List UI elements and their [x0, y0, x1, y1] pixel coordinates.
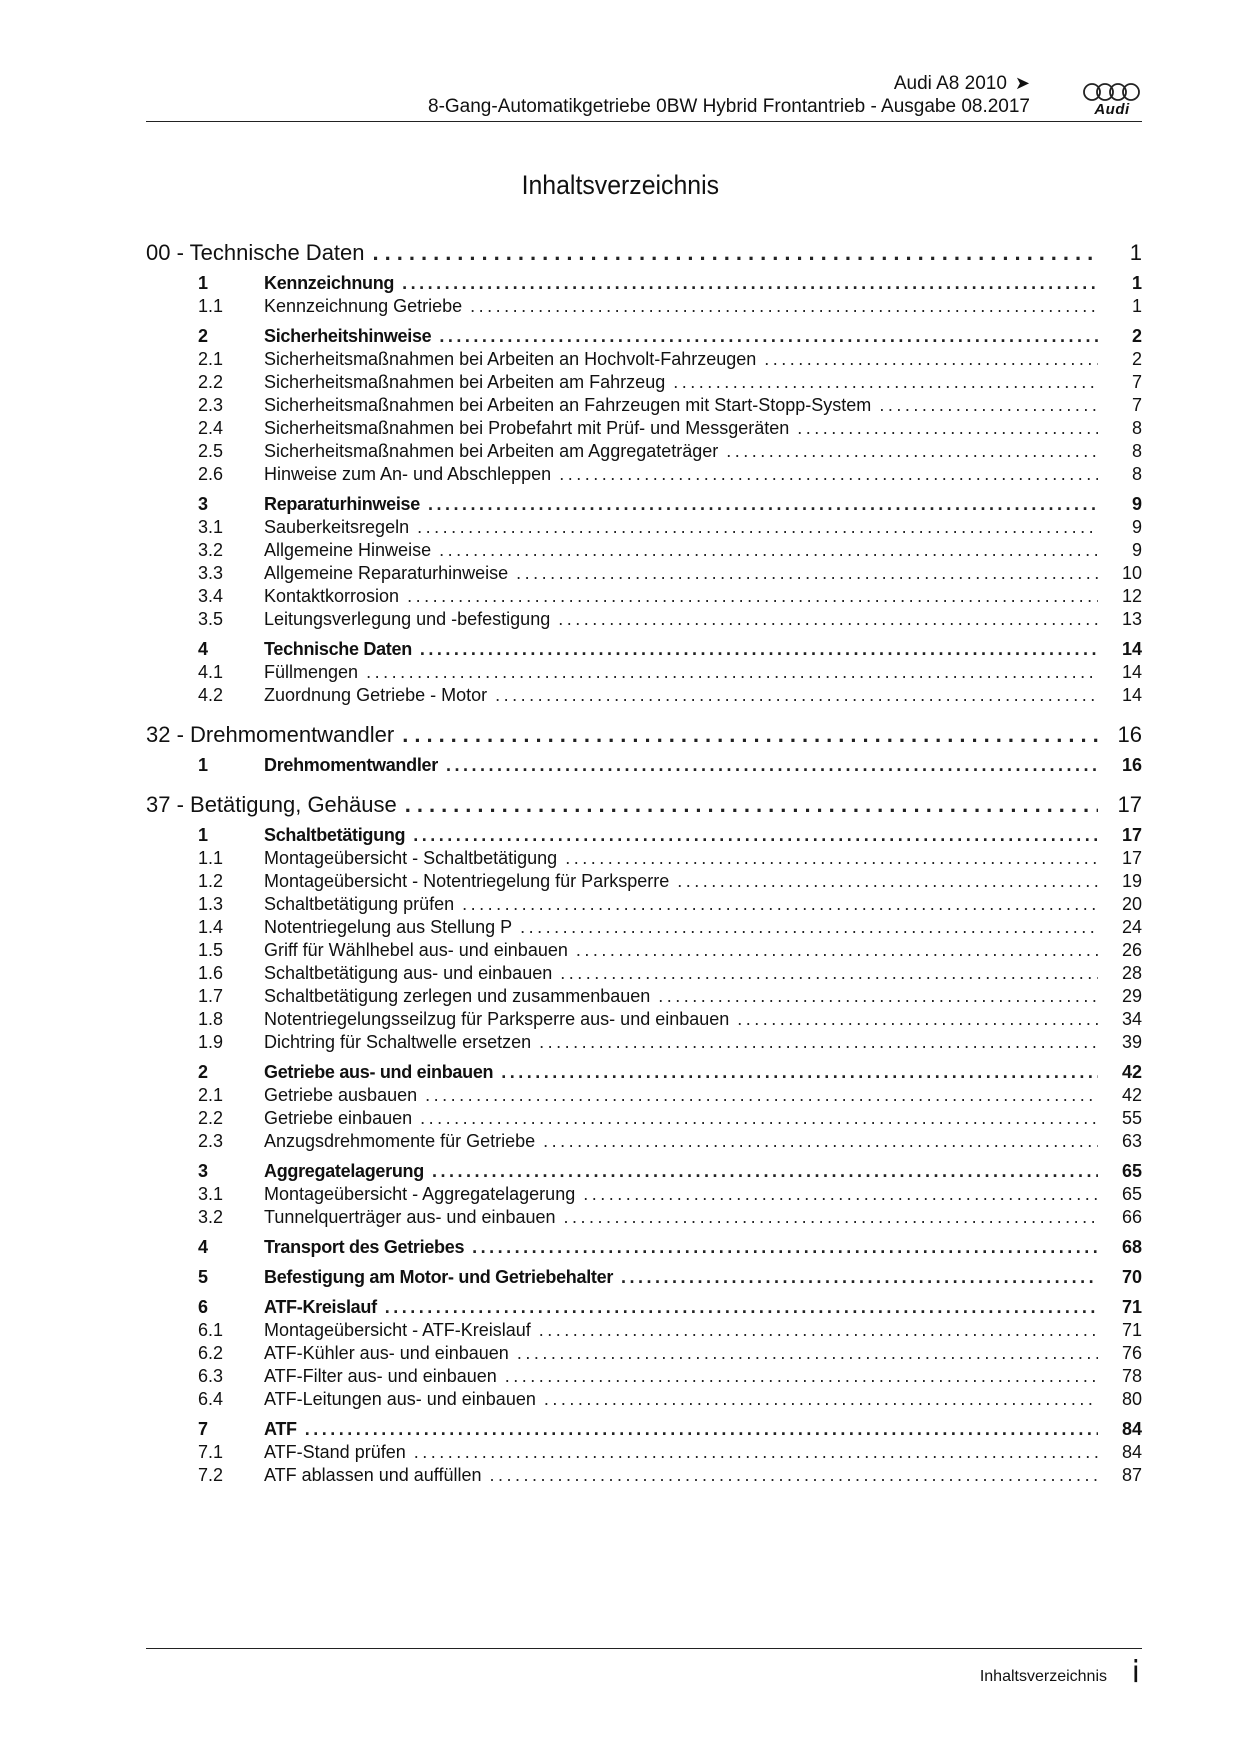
dot-leader: [564, 1207, 1098, 1228]
toc-page-number: 68: [1121, 1237, 1142, 1257]
toc-title: Getriebe ausbauen: [264, 1085, 418, 1105]
audi-logo-text: Audi: [1094, 101, 1130, 118]
toc-number: 6.2: [198, 1343, 224, 1363]
toc-page-number: 14: [1121, 662, 1142, 682]
toc-entry[interactable]: [198, 1237, 1142, 1260]
toc-title: Schaltbetätigung aus- und einbauen: [264, 963, 553, 983]
toc-number: 2: [198, 326, 209, 346]
toc-entry[interactable]: [198, 1184, 1142, 1207]
toc-page-number: 12: [1121, 586, 1142, 606]
header-subtitle: 8-Gang-Automatikgetriebe 0BW Hybrid Frontantrieb - Ausgabe 08.2017: [428, 96, 1030, 117]
toc-entry[interactable]: [198, 349, 1142, 372]
toc-title: Tunnelquerträger aus- und einbauen: [264, 1207, 556, 1227]
toc-page-number: 26: [1121, 940, 1142, 960]
toc-page-number: 2: [1131, 326, 1142, 346]
toc-title: 32 - Drehmomentwandler: [146, 722, 395, 747]
toc-title: Leitungsverlegung und -befestigung: [264, 609, 551, 629]
toc-page-number: 71: [1121, 1320, 1142, 1340]
toc-title: Getriebe einbauen: [264, 1108, 413, 1128]
toc-entry[interactable]: [198, 464, 1142, 487]
dot-leader: [420, 639, 1098, 660]
toc-entry[interactable]: [198, 494, 1142, 517]
toc-number: 6.1: [198, 1320, 224, 1340]
dot-leader: [472, 1237, 1098, 1258]
toc-entry[interactable]: [198, 1062, 1142, 1085]
toc-entry[interactable]: [198, 1009, 1142, 1032]
toc-entry[interactable]: [198, 1389, 1142, 1412]
toc-title: Zuordnung Getriebe - Motor: [264, 685, 488, 705]
toc-page-number: 8: [1131, 418, 1142, 438]
dot-leader: [439, 540, 1098, 561]
dot-leader: [420, 1108, 1098, 1129]
toc-number: 4: [198, 1237, 209, 1257]
toc-page-number: 14: [1121, 639, 1142, 659]
toc-page-number: 65: [1121, 1184, 1142, 1204]
toc-entry[interactable]: [198, 685, 1142, 708]
toc-number: 6: [198, 1297, 209, 1317]
toc-number: 3.5: [198, 609, 224, 629]
toc-number: 3: [198, 494, 209, 514]
toc-number: 6.4: [198, 1389, 224, 1409]
dot-leader: [797, 418, 1098, 439]
dot-leader: [539, 1320, 1098, 1341]
toc-page-number: 16: [1121, 755, 1142, 775]
dot-leader: [495, 685, 1098, 706]
dot-leader: [470, 296, 1098, 317]
dot-leader: [565, 848, 1098, 869]
toc-page-number: 66: [1121, 1207, 1142, 1227]
dot-leader: [425, 1085, 1098, 1106]
toc-number: 1.2: [198, 871, 224, 891]
toc-number: 3.2: [198, 540, 224, 560]
toc-number: 2.5: [198, 441, 224, 461]
toc-page-number: 9: [1131, 540, 1142, 560]
toc-number: 3: [198, 1161, 209, 1181]
toc-page-number: 87: [1121, 1465, 1142, 1485]
toc-title: Griff für Wählhebel aus- und einbauen: [264, 940, 568, 960]
dot-leader: [520, 917, 1098, 938]
toc-page-number: 10: [1121, 563, 1142, 583]
toc-entry[interactable]: [198, 517, 1142, 540]
toc-page-number: 55: [1121, 1108, 1142, 1128]
dot-leader: [428, 494, 1098, 515]
toc-number: 6.3: [198, 1366, 224, 1386]
dot-leader: [764, 349, 1098, 370]
toc-entry[interactable]: [198, 609, 1142, 632]
toc-title: Sicherheitsmaßnahmen bei Probefahrt mit Prüf- und Messgeräten: [264, 418, 790, 438]
toc-number: 1: [198, 273, 209, 293]
toc-page-number: 28: [1121, 963, 1142, 983]
toc-number: 1.1: [198, 296, 224, 316]
toc-entry[interactable]: [198, 326, 1142, 349]
toc-title: ATF: [264, 1419, 297, 1439]
toc-entry[interactable]: [198, 296, 1142, 319]
toc-title: Montageübersicht - Aggregatelagerung: [264, 1184, 576, 1204]
toc-page-number: 1: [1131, 296, 1142, 316]
toc-number: 1.4: [198, 917, 224, 937]
toc-number: 1.9: [198, 1032, 224, 1052]
toc-title: Sicherheitshinweise: [264, 326, 432, 346]
toc-entry[interactable]: [198, 372, 1142, 395]
toc-number: 7.2: [198, 1465, 224, 1485]
toc-title: Drehmomentwandler: [264, 755, 438, 775]
toc-page-number: 84: [1121, 1442, 1142, 1462]
dot-leader: [559, 464, 1098, 485]
toc-title: ATF-Kreislauf: [264, 1297, 377, 1317]
dot-leader: [726, 441, 1098, 462]
footer-page-number: i: [1131, 1655, 1140, 1690]
toc-entry[interactable]: [198, 1419, 1142, 1442]
toc-entry[interactable]: [198, 894, 1142, 917]
toc-entry[interactable]: [198, 963, 1142, 986]
toc-title: ATF-Kühler aus- und einbauen: [264, 1343, 509, 1363]
toc-page-number: 39: [1121, 1032, 1142, 1052]
toc-number: 3.1: [198, 517, 224, 537]
toc-number: 3.4: [198, 586, 224, 606]
dot-leader: [658, 986, 1098, 1007]
dot-leader: [366, 662, 1098, 683]
toc-number: 2.2: [198, 372, 224, 392]
toc-title: Getriebe aus- und einbauen: [264, 1062, 494, 1082]
toc-number: 4.1: [198, 662, 224, 682]
dot-leader: [402, 722, 1098, 748]
dot-leader: [543, 1131, 1098, 1152]
toc-title: Montageübersicht - ATF-Kreislauf: [264, 1320, 531, 1340]
footer-divider: [146, 1648, 1142, 1649]
toc-number: 1.3: [198, 894, 224, 914]
toc-entry[interactable]: [198, 441, 1142, 464]
dot-leader: [501, 1062, 1098, 1083]
toc-number: 2.4: [198, 418, 224, 438]
dot-leader: [446, 755, 1098, 776]
toc-entry[interactable]: [198, 986, 1142, 1009]
toc-title: Sicherheitsmaßnahmen bei Arbeiten an Hochvolt-Fahrzeugen: [264, 349, 757, 369]
toc-entry[interactable]: [198, 1267, 1142, 1290]
toc-title: Schaltbetätigung prüfen: [264, 894, 455, 914]
dot-leader: [462, 894, 1098, 915]
toc-title: Füllmengen: [264, 662, 359, 682]
toc-page-number: 84: [1121, 1419, 1142, 1439]
toc-title: Notentriegelung aus Stellung P: [264, 917, 513, 937]
toc-number: 2.3: [198, 1131, 224, 1151]
toc-entry[interactable]: [198, 1297, 1142, 1320]
dot-leader: [737, 1009, 1098, 1030]
toc-page-number: 71: [1121, 1297, 1142, 1317]
table-of-contents: [146, 240, 1142, 1488]
dot-leader: [385, 1297, 1098, 1318]
toc-number: 7.1: [198, 1442, 224, 1462]
dot-leader: [583, 1184, 1098, 1205]
toc-entry[interactable]: [198, 1442, 1142, 1465]
toc-title: Dichtring für Schaltwelle ersetzen: [264, 1032, 532, 1052]
dot-leader: [505, 1366, 1098, 1387]
toc-entry[interactable]: [198, 540, 1142, 563]
toc-number: 1: [198, 755, 209, 775]
dot-leader: [576, 940, 1098, 961]
toc-title: Befestigung am Motor- und Getriebehalter: [264, 1267, 614, 1287]
toc-number: 4.2: [198, 685, 224, 705]
toc-entry[interactable]: [198, 418, 1142, 441]
toc-chapter[interactable]: [146, 722, 1142, 748]
toc-entry[interactable]: [198, 662, 1142, 685]
toc-number: 2: [198, 1062, 209, 1082]
dot-leader: [432, 1161, 1098, 1182]
toc-page-number: 17: [1121, 848, 1142, 868]
toc-page-number: 80: [1121, 1389, 1142, 1409]
toc-number: 1.5: [198, 940, 224, 960]
dot-leader: [417, 517, 1098, 538]
dot-leader: [414, 1442, 1098, 1463]
toc-page-number: 19: [1121, 871, 1142, 891]
toc-title: Kennzeichnung Getriebe: [264, 296, 463, 316]
toc-number: 7: [198, 1419, 209, 1439]
toc-entry[interactable]: [198, 755, 1142, 778]
footer-label: Inhaltsverzeichnis: [979, 1668, 1107, 1685]
toc-number: 3.3: [198, 563, 224, 583]
toc-entry[interactable]: [198, 586, 1142, 609]
header-divider: [146, 121, 1142, 122]
dot-leader: [558, 609, 1098, 630]
toc-title: Schaltbetätigung: [264, 825, 406, 845]
toc-page-number: 14: [1121, 685, 1142, 705]
dot-leader: [407, 586, 1098, 607]
toc-page-number: 7: [1131, 372, 1142, 392]
toc-number: 2.2: [198, 1108, 224, 1128]
page-header: [428, 72, 1030, 118]
toc-entry[interactable]: [198, 1131, 1142, 1154]
toc-page-number: 1: [1129, 240, 1142, 265]
toc-title: ATF-Leitungen aus- und einbauen: [264, 1389, 536, 1409]
toc-number: 3.2: [198, 1207, 224, 1227]
toc-page-number: 20: [1121, 894, 1142, 914]
toc-page-number: 29: [1121, 986, 1142, 1006]
dot-leader: [439, 326, 1098, 347]
toc-page-number: 7: [1131, 395, 1142, 415]
toc-entry[interactable]: [198, 1032, 1142, 1055]
toc-entry[interactable]: [198, 825, 1142, 848]
dot-leader: [539, 1032, 1098, 1053]
toc-page-number: 13: [1121, 609, 1142, 629]
toc-title: Kontaktkorrosion: [264, 586, 400, 606]
toc-number: 1.7: [198, 986, 224, 1006]
toc-number: 2.6: [198, 464, 224, 484]
toc-number: 1.1: [198, 848, 224, 868]
toc-title: Reparaturhinweise: [264, 494, 420, 514]
toc-title: Sicherheitsmaßnahmen bei Arbeiten an Fahrzeugen mit Start-Stopp-System: [264, 395, 872, 415]
toc-number: 1.8: [198, 1009, 224, 1029]
toc-chapter[interactable]: [146, 792, 1142, 818]
toc-page-number: 78: [1121, 1366, 1142, 1386]
toc-title: ATF-Filter aus- und einbauen: [264, 1366, 497, 1386]
dot-leader: [516, 563, 1098, 584]
toc-page-number: 63: [1121, 1131, 1142, 1151]
toc-title: Sicherheitsmaßnahmen bei Arbeiten am Fahrzeug: [264, 372, 666, 392]
header-model: Audi A8 2010 ➤: [893, 73, 1030, 94]
toc-title: Sicherheitsmaßnahmen bei Arbeiten am Aggregateträger: [264, 441, 719, 461]
toc-title: Sauberkeitsregeln: [264, 517, 410, 537]
toc-title: ATF-Stand prüfen: [264, 1442, 406, 1462]
toc-entry[interactable]: [198, 1465, 1142, 1488]
toc-page-number: 8: [1131, 464, 1142, 484]
toc-page-number: 24: [1121, 917, 1142, 937]
toc-title: 00 - Technische Daten: [146, 240, 365, 265]
toc-number: 5: [198, 1267, 209, 1287]
toc-title: Allgemeine Hinweise: [264, 540, 432, 560]
toc-number: 2.3: [198, 395, 224, 415]
toc-title: Allgemeine Reparaturhinweise: [264, 563, 509, 583]
toc-entry[interactable]: [198, 848, 1142, 871]
toc-page-number: 42: [1121, 1062, 1142, 1082]
toc-entry[interactable]: [198, 871, 1142, 894]
toc-entry[interactable]: [198, 1343, 1142, 1366]
toc-page-number: 8: [1131, 441, 1142, 461]
toc-entry[interactable]: [198, 917, 1142, 940]
dot-leader: [305, 1419, 1098, 1440]
toc-entry[interactable]: [198, 395, 1142, 418]
toc-entry[interactable]: [198, 639, 1142, 662]
dot-leader: [879, 395, 1098, 416]
toc-entry[interactable]: [198, 1085, 1142, 1108]
toc-number: 4: [198, 639, 209, 659]
toc-entry[interactable]: [198, 563, 1142, 586]
dot-leader: [544, 1389, 1098, 1410]
toc-number: 3.1: [198, 1184, 224, 1204]
toc-title: Anzugsdrehmomente für Getriebe: [264, 1131, 536, 1151]
toc-page-number: 16: [1117, 722, 1142, 747]
toc-page-number: 70: [1121, 1267, 1142, 1287]
toc-title: ATF ablassen und auffüllen: [264, 1465, 482, 1485]
toc-entry[interactable]: [198, 1108, 1142, 1131]
toc-title: Montageübersicht - Notentriegelung für Parksperre: [264, 871, 670, 891]
toc-title: Schaltbetätigung zerlegen und zusammenbauen: [264, 986, 651, 1006]
toc-entry[interactable]: [198, 1320, 1142, 1343]
toc-page-number: 17: [1117, 792, 1142, 817]
dot-leader: [621, 1267, 1098, 1288]
toc-page-number: 17: [1121, 825, 1142, 845]
dot-leader: [413, 825, 1098, 846]
toc-number: 2.1: [198, 349, 224, 369]
dot-leader: [405, 792, 1098, 818]
dot-leader: [517, 1343, 1098, 1364]
toc-title: Montageübersicht - Schaltbetätigung: [264, 848, 558, 868]
toc-page-number: 9: [1131, 517, 1142, 537]
toc-title: Notentriegelungsseilzug für Parksperre aus- und einbauen: [264, 1009, 730, 1029]
toc-title: Hinweise zum An- und Abschleppen: [264, 464, 552, 484]
toc-entry[interactable]: [198, 940, 1142, 963]
toc-page-number: 1: [1131, 273, 1142, 293]
toc-entry[interactable]: [198, 273, 1142, 296]
dot-leader: [673, 372, 1098, 393]
toc-title: 37 - Betätigung, Gehäuse: [146, 792, 397, 817]
toc-page-number: 76: [1121, 1343, 1142, 1363]
toc-entry[interactable]: [198, 1207, 1142, 1230]
toc-chapter[interactable]: [146, 240, 1142, 266]
page-title: Inhaltsverzeichnis: [521, 170, 719, 200]
toc-number: 1: [198, 825, 209, 845]
dot-leader: [489, 1465, 1098, 1486]
toc-page-number: 34: [1121, 1009, 1142, 1029]
toc-entry[interactable]: [198, 1366, 1142, 1389]
dot-leader: [402, 273, 1098, 294]
toc-number: 2.1: [198, 1085, 224, 1105]
toc-title: Kennzeichnung: [264, 273, 395, 293]
dot-leader: [373, 240, 1098, 266]
toc-entry[interactable]: [198, 1161, 1142, 1184]
toc-page-number: 9: [1131, 494, 1142, 514]
dot-leader: [560, 963, 1098, 984]
toc-title: Aggregatelagerung: [264, 1161, 424, 1181]
toc-number: 1.6: [198, 963, 224, 983]
toc-page-number: 2: [1131, 349, 1142, 369]
arrow-right-icon: ➤: [1014, 73, 1030, 93]
toc-page-number: 65: [1121, 1161, 1142, 1181]
toc-title: Technische Daten: [264, 639, 412, 659]
toc-title: Transport des Getriebes: [264, 1237, 465, 1257]
dot-leader: [677, 871, 1098, 892]
toc-page-number: 42: [1121, 1085, 1142, 1105]
